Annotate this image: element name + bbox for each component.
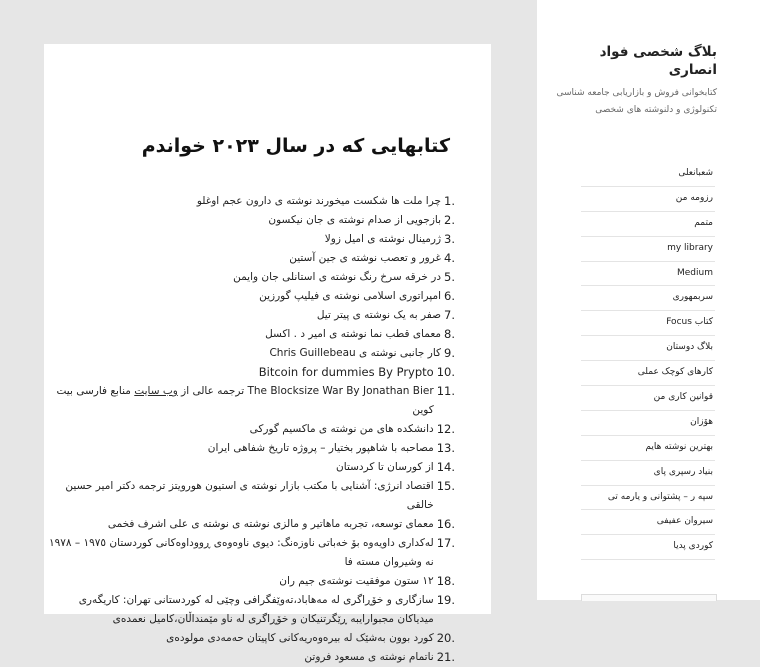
sidebar	[537, 0, 760, 600]
book-title: بازجویی از صدام نوشته ی جان نیکسون	[268, 214, 442, 226]
book-title-part: منابع فارسی بیت کوین	[56, 385, 434, 416]
sidebar-item-resume	[581, 187, 715, 212]
sidebar-item-shabanali	[581, 162, 715, 187]
item-number: 7.	[444, 308, 455, 322]
sidebar-link[interactable]: سیروان عفیفی	[656, 516, 713, 527]
item-number: 19.	[436, 593, 455, 607]
sidebar-item-sirwan	[581, 510, 715, 535]
list-item	[44, 325, 455, 344]
list-item	[44, 230, 455, 249]
sidebar-item-friends-blog	[581, 336, 715, 361]
list-item	[44, 439, 455, 458]
sidebar-link[interactable]: بهترین نوشته هایم	[645, 441, 713, 452]
book-title: معمای توسعه، تجربه ماهاتیر و مالزی نوشته ی نوشته ی علی اشرف فخمی	[107, 518, 434, 530]
book-title: لەکداری داویەوە بۆ خەباتی ناوزەنگ: دیوی ناوەوەی ڕووداوەکانی کوردستان ١٩٧٥ – ١٩٧٨ نە وشیروان مستە فا	[49, 537, 434, 568]
list-item	[44, 629, 455, 648]
list-item	[44, 477, 455, 515]
item-number: 5.	[444, 270, 455, 284]
book-title: چرا ملت ها شکست میخورند نوشته ی دارون عجم اوغلو	[196, 195, 442, 207]
sidebar-item-hozan	[581, 411, 715, 436]
website-link[interactable]: وب سایت	[134, 385, 178, 397]
list-item	[44, 344, 455, 363]
sidebar-link[interactable]: کتاب Focus	[666, 317, 713, 328]
book-title: امپراتوری اسلامی نوشته ی فیلیپ گورزین	[259, 290, 442, 302]
sidebar-item-best-posts	[581, 436, 715, 461]
book-title: معمای قطب نما نوشته ی امیر د . اکسل	[265, 328, 442, 340]
book-title: Bitcoin for dummies By Prypto	[258, 365, 434, 379]
item-number: 15.	[436, 479, 455, 493]
post-content-area	[44, 44, 491, 664]
sidebar-link[interactable]: بنیاد رسپری پای	[653, 466, 713, 477]
sidebar-link[interactable]: شعبانعلی	[678, 168, 713, 178]
site-title[interactable]: بلاگ شخصی فواد انصاری	[599, 44, 717, 78]
list-item	[44, 268, 455, 287]
sidebar-link[interactable]: سربمهوری	[672, 292, 713, 303]
item-number: 18.	[436, 574, 455, 588]
sidebar-item-sepehr	[581, 486, 715, 511]
list-item	[44, 287, 455, 306]
sidebar-item-raspberry-pi	[581, 461, 715, 486]
book-title: مصاحبه با شاهپور بختیار – پروژه تاریخ شفاهی ایران	[207, 442, 434, 454]
item-number: 13.	[436, 441, 455, 455]
item-number: 11.	[436, 384, 455, 398]
item-number: 4.	[444, 251, 455, 265]
book-title	[44, 382, 434, 420]
sidebar-item-small-tasks	[581, 361, 715, 386]
sidebar-item-medium	[581, 262, 715, 287]
item-number: 14.	[436, 460, 455, 474]
sidebar-item-sarbemohri	[581, 286, 715, 311]
sidebar-link[interactable]: رزومه من	[675, 192, 713, 203]
sidebar-links	[581, 162, 715, 560]
book-title: کار جانبی نوشته ی Chris Guillebeau	[269, 347, 442, 359]
item-number: 16.	[436, 517, 455, 531]
sidebar-link[interactable]: Medium	[677, 267, 713, 278]
item-number: 9.	[444, 346, 455, 360]
list-item	[44, 192, 455, 211]
list-item	[44, 648, 455, 667]
book-title: سازگاری و خۆڕاگری لە مەهاباد،تەوێفگرافی وچێی لە کوردستانی تهران: کاریگەری میدیاکان مجبوارایبه ڕێگرتنیکان و خۆڕاگری لە ناو مێمنداڵان،کامیل نعمدەی	[78, 594, 434, 625]
post-title: کتابهایی که در سال ۲۰۲۳ خواندم	[141, 135, 450, 157]
item-number: 8.	[444, 327, 455, 341]
book-title: دانشکده های من نوشته ی ماکسیم گورکی	[249, 423, 434, 435]
item-number: 3.	[444, 232, 455, 246]
book-title: ژرمینال نوشته ی امیل زولا	[324, 233, 442, 245]
item-number: 21.	[436, 650, 455, 664]
item-number: 1.	[444, 194, 455, 208]
book-title: ناتمام نوشته ی مسعود فروتن	[304, 651, 434, 663]
book-title: غرور و تعصب نوشته ی جین آستین	[289, 252, 442, 264]
sidebar-item-kurdipedia	[581, 535, 715, 560]
sidebar-item-focus-book	[581, 311, 715, 336]
list-item	[44, 249, 455, 268]
sidebar-link[interactable]: کوردی پدیا	[673, 541, 713, 552]
list-item	[44, 363, 455, 382]
list-item	[44, 591, 455, 629]
book-title: کورد بوون بەشێک لە بیرەوەریەکانی کاپیتان حەمەدی مولودەی	[166, 632, 434, 644]
sidebar-link[interactable]: سپه ر – پشتوانی و یارمه تی	[607, 491, 713, 502]
list-item	[44, 534, 455, 572]
item-number: 6.	[444, 289, 455, 303]
item-number: 10.	[436, 365, 455, 379]
site-description: کتابخوانی فروش و بازاریابی جامعه شناسی تکنولوژی و دلنوشته های شخصی	[556, 88, 717, 115]
item-number: 2.	[444, 213, 455, 227]
sidebar-link[interactable]: قوانین کاری من	[653, 392, 713, 403]
sidebar-link[interactable]: هۆزان	[690, 416, 713, 427]
list-item	[44, 382, 455, 420]
item-number: 17.	[436, 536, 455, 550]
list-item	[44, 458, 455, 477]
sidebar-link[interactable]: متمم	[694, 217, 713, 228]
book-title: ۱۲ ستون موفقیت نوشته‌ی جیم ران	[279, 575, 434, 587]
sidebar-link[interactable]: my library	[667, 242, 713, 253]
book-list	[44, 192, 455, 667]
book-title: در خرقه سرخ رنگ نوشته ی استانلی جان وایمن	[233, 271, 442, 283]
sidebar-item-my-library	[581, 237, 715, 262]
book-title: اقتصاد انرژی: آشنایی با مکتب بازار نوشته ی استیون هورویتز ترجمه دکتر امیر حسین خالقی	[65, 480, 434, 511]
book-title-part: The Blocksize War By Jonathan Bier ترجمه عالی از	[177, 385, 434, 397]
sidebar-item-work-rules	[581, 386, 715, 411]
sidebar-link[interactable]: کارهای کوچک عملی	[637, 367, 713, 378]
item-number: 20.	[436, 631, 455, 645]
list-item	[44, 572, 455, 591]
item-number: 12.	[436, 422, 455, 436]
list-item	[44, 306, 455, 325]
list-item	[44, 515, 455, 534]
sidebar-item-motamem	[581, 212, 715, 237]
list-item	[44, 420, 455, 439]
book-title: صفر به یک نوشته ی پیتر تیل	[316, 309, 442, 321]
sidebar-link[interactable]: بلاگ دوستان	[666, 342, 713, 353]
book-title: از کورسان تا کردستان	[336, 461, 434, 473]
list-item	[44, 211, 455, 230]
